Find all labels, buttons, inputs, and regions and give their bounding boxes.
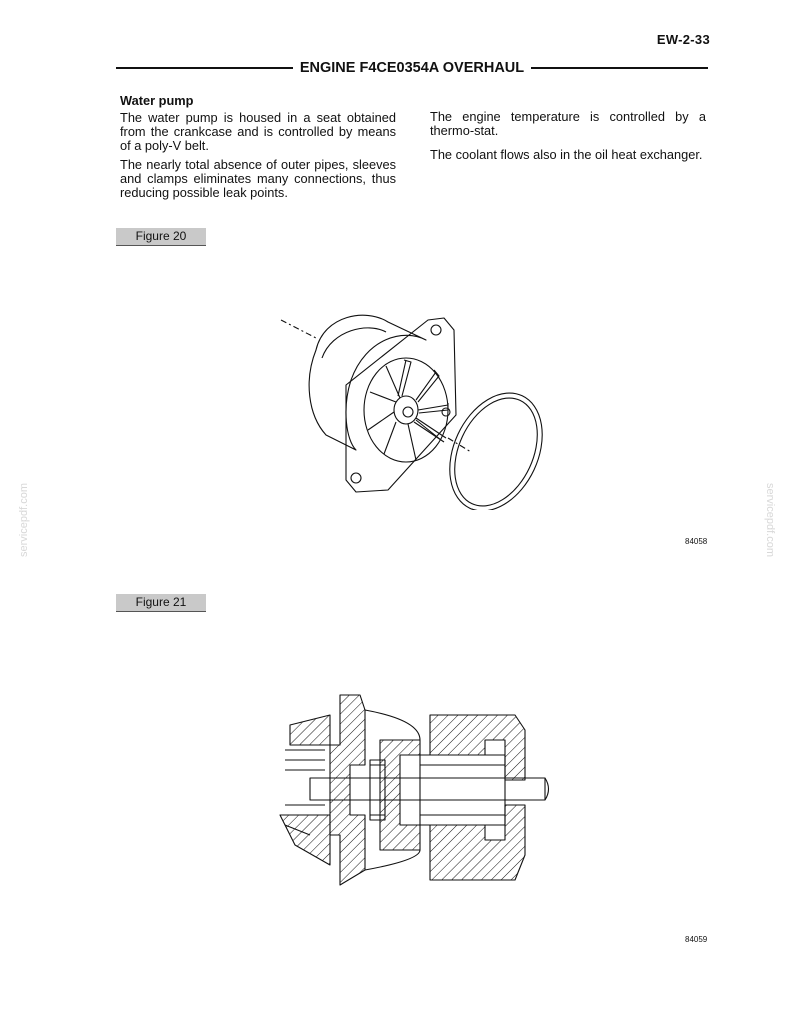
header-rule-left bbox=[116, 67, 293, 69]
water-pump-exploded-drawing bbox=[276, 300, 556, 510]
figure-code: 84059 bbox=[685, 935, 708, 944]
header-title: ENGINE F4CE0354A OVERHAUL bbox=[299, 60, 525, 76]
page-number: EW-2-33 bbox=[656, 32, 710, 47]
paragraph: The coolant flows also in the oil heat exchanger. bbox=[430, 147, 703, 162]
figure-label: Figure 21 bbox=[116, 594, 206, 612]
water-pump-section-drawing bbox=[270, 685, 560, 900]
paragraph: The water pump is housed in a seat obtained from the crankcase and is controlled by means of a poly-V belt. bbox=[120, 110, 396, 153]
right-column bbox=[430, 110, 706, 172]
watermark: servicepdf.com bbox=[18, 483, 30, 557]
header-rule-right bbox=[531, 67, 708, 69]
left-column bbox=[120, 94, 396, 205]
watermark: servicepdf.com bbox=[764, 483, 776, 557]
section-header bbox=[116, 60, 708, 76]
paragraph: The nearly total absence of outer pipes, sleeves and clamps eliminates many connections, thus reducing possible leak points. bbox=[120, 157, 396, 200]
figure-label: Figure 20 bbox=[116, 228, 206, 246]
section-heading: Water pump bbox=[120, 93, 194, 108]
figure-code: 84058 bbox=[685, 537, 708, 546]
paragraph: The engine temperature is controlled by a thermo-stat. bbox=[430, 109, 706, 138]
